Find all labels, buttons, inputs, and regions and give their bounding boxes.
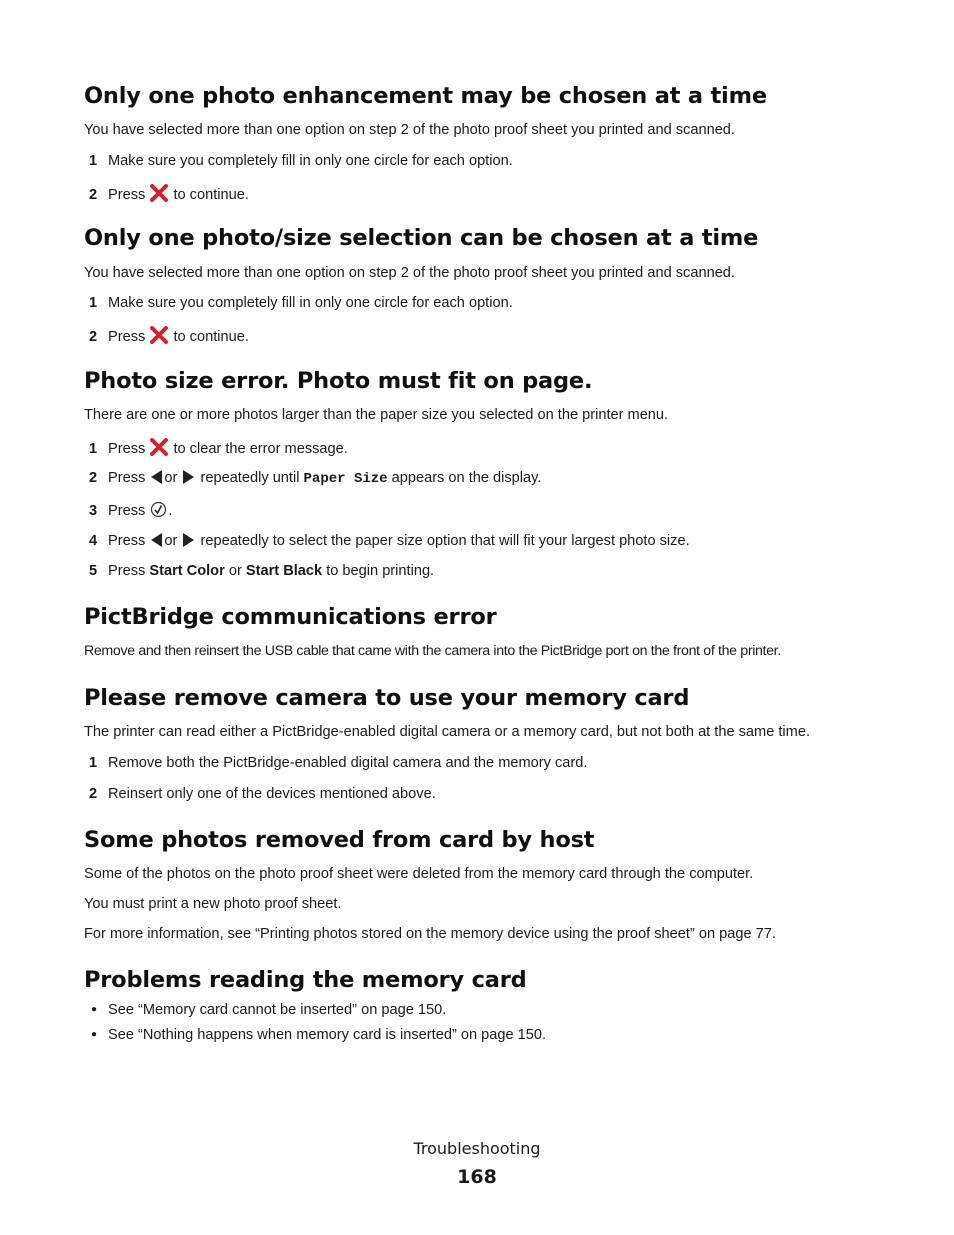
step-text: Press	[108, 441, 146, 457]
step-text: appears on the display.	[391, 470, 542, 486]
cancel-x-icon	[150, 438, 168, 460]
display-text: Paper Size	[303, 471, 388, 487]
step-number: 2	[89, 187, 98, 203]
step-2	[84, 786, 436, 802]
heading-problems-reading: Problems reading the memory card	[84, 967, 527, 993]
step-text: Press	[108, 533, 146, 549]
paragraph: Remove and then reinsert the USB cable that came with the camera into the PictBridge port on the front of the printer.	[84, 643, 781, 659]
bullet-icon: ●	[91, 1029, 98, 1040]
list-item	[84, 1027, 546, 1043]
select-checkmark-icon	[150, 501, 167, 522]
step-number: 1	[89, 755, 98, 771]
right-arrow-icon	[182, 469, 195, 489]
step-2	[84, 469, 541, 489]
step-text: .	[168, 503, 173, 519]
step-number: 1	[89, 441, 98, 457]
footer-section-title: Troubleshooting	[413, 1139, 541, 1158]
right-arrow-icon	[182, 532, 195, 552]
left-arrow-icon	[150, 469, 163, 489]
step-text: repeatedly until	[200, 470, 300, 486]
paragraph: For more information, see “Printing photos stored on the memory device using the proof sheet” on page 77.	[84, 926, 776, 942]
step-number: 1	[89, 295, 98, 311]
step-text: repeatedly to select the paper size option that will fit your largest photo size.	[200, 533, 690, 549]
step-text: Press	[108, 470, 146, 486]
paragraph: The printer can read either a PictBridge-enabled digital camera or a memory card, but not both at the same time.	[84, 724, 811, 740]
cancel-x-icon	[150, 326, 168, 348]
list-item	[84, 1002, 446, 1018]
step-text: Press	[108, 563, 146, 579]
step-text: Remove both the PictBridge-enabled digital camera and the memory card.	[108, 755, 588, 771]
step-number: 2	[89, 470, 98, 486]
bullet-icon: ●	[91, 1004, 98, 1015]
step-text: or	[228, 563, 242, 579]
step-number: 2	[89, 786, 98, 802]
step-1	[84, 438, 348, 460]
step-number: 3	[89, 503, 98, 519]
button-name-start-color: Start Color	[149, 563, 225, 579]
step-text: Make sure you completely fill in only one circle for each option.	[108, 295, 513, 311]
left-arrow-icon	[150, 532, 163, 552]
step-4	[84, 532, 690, 552]
step-text: to begin printing.	[326, 563, 435, 579]
page-number: 168	[457, 1166, 497, 1188]
step-1	[84, 153, 513, 169]
paragraph: Some of the photos on the photo proof sheet were deleted from the memory card through the computer.	[84, 866, 754, 882]
step-text: Reinsert only one of the devices mentioned above.	[108, 786, 436, 802]
cross-reference-link[interactable]: See “Memory card cannot be inserted” on page 150.	[108, 1002, 447, 1018]
heading-photo-size-error: Photo size error. Photo must fit on page.	[84, 368, 593, 394]
step-text: Press	[108, 503, 146, 519]
step-text: or	[164, 470, 178, 486]
paragraph: You have selected more than one option on step 2 of the photo proof sheet you printed and scanned.	[84, 122, 735, 138]
step-text: to continue.	[173, 329, 249, 345]
paragraph: You must print a new photo proof sheet.	[84, 896, 342, 912]
step-number: 5	[89, 563, 98, 579]
step-text: to clear the error message.	[173, 441, 348, 457]
button-name-start-black: Start Black	[245, 563, 323, 579]
step-2	[84, 184, 249, 206]
step-text: Press	[108, 187, 146, 203]
paragraph: You have selected more than one option on step 2 of the photo proof sheet you printed and scanned.	[84, 265, 735, 281]
step-text: Press	[108, 329, 146, 345]
step-1	[84, 755, 587, 771]
step-number: 4	[89, 533, 98, 549]
step-1	[84, 295, 513, 311]
heading-photo-enhancement: Only one photo enhancement may be chosen at a time	[84, 83, 767, 109]
heading-photo-size-selection: Only one photo/size selection can be chosen at a time	[84, 225, 759, 251]
step-5	[84, 563, 434, 579]
cancel-x-icon	[150, 184, 168, 206]
heading-pictbridge-error: PictBridge communications error	[84, 604, 497, 630]
step-number: 1	[89, 153, 98, 169]
paragraph: There are one or more photos larger than the paper size you selected on the printer menu.	[84, 407, 669, 423]
step-2	[84, 326, 249, 348]
cross-reference-link[interactable]: See “Nothing happens when memory card is inserted” on page 150.	[108, 1027, 547, 1043]
step-text: or	[164, 533, 178, 549]
heading-remove-camera: Please remove camera to use your memory card	[84, 685, 690, 711]
heading-photos-removed: Some photos removed from card by host	[84, 827, 595, 853]
step-3	[84, 501, 172, 522]
step-text: Make sure you completely fill in only one circle for each option.	[108, 153, 513, 169]
step-number: 2	[89, 329, 98, 345]
step-text: to continue.	[173, 187, 249, 203]
